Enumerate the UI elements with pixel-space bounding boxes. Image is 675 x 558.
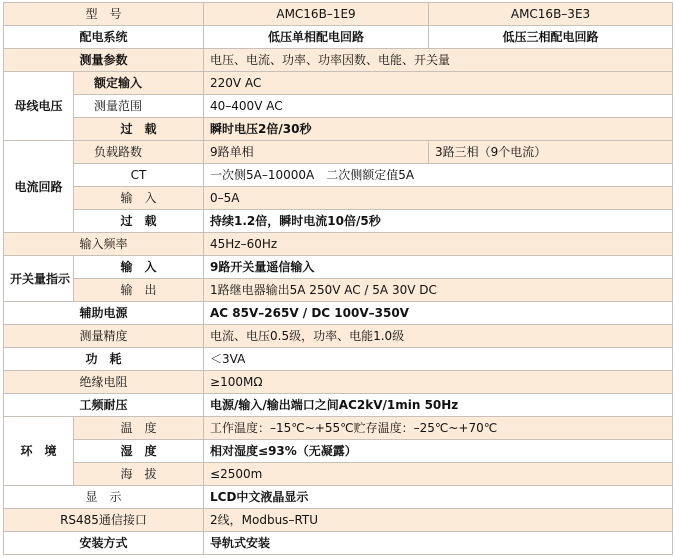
input-freq-label: 输入频率 xyxy=(4,233,204,256)
ct-value: 一次侧5A–10000A 二次侧额定值5A xyxy=(204,164,673,187)
distribution-row xyxy=(4,26,673,49)
switch-input-label: 输 入 xyxy=(74,256,204,279)
spec-table xyxy=(3,2,673,555)
env-altitude-row xyxy=(4,463,673,486)
input-freq-value: 45Hz–60Hz xyxy=(204,233,673,256)
bus-range-label: 测量范围 xyxy=(74,95,204,118)
switch-output-row xyxy=(4,279,673,302)
model-header-label: 型 号 xyxy=(4,3,204,26)
current-loop-label: 电流回路 xyxy=(4,141,74,233)
withstand-voltage-value: 电源/输入/输出端口之间AC2kV/1min 50Hz xyxy=(204,394,673,417)
aux-power-row xyxy=(4,302,673,325)
measure-params-value: 电压、电流、功率、功率因数、电能、开关量 xyxy=(204,49,673,72)
model-1: AMC16B–1E9 xyxy=(204,3,429,26)
distribution-value-1: 低压单相配电回路 xyxy=(204,26,429,49)
load-count-label: 负载路数 xyxy=(74,141,204,164)
switch-indicator-label: 开关量指示 xyxy=(4,256,74,302)
ct-row xyxy=(4,164,673,187)
power-consumption-value: ＜3VA xyxy=(204,348,673,371)
bus-overload-row xyxy=(4,118,673,141)
model-2: AMC16B–3E3 xyxy=(429,3,673,26)
accuracy-value: 电流、电压0.5级，功率、电能1.0级 xyxy=(204,325,673,348)
env-temperature-row xyxy=(4,417,673,440)
insulation-row xyxy=(4,371,673,394)
install-value: 导轨式安装 xyxy=(204,532,673,555)
current-overload-row xyxy=(4,210,673,233)
withstand-voltage-label: 工频耐压 xyxy=(4,394,204,417)
load-count-value-1: 9路单相 xyxy=(204,141,429,164)
env-temperature-label: 温 度 xyxy=(74,417,204,440)
env-humidity-label: 湿 度 xyxy=(74,440,204,463)
switch-output-value: 1路继电器输出5A 250V AC / 5A 30V DC xyxy=(204,279,673,302)
insulation-label: 绝缘电阻 xyxy=(4,371,204,394)
measure-params-row xyxy=(4,49,673,72)
display-value: LCD中文液晶显示 xyxy=(204,486,673,509)
accuracy-label: 测量精度 xyxy=(4,325,204,348)
current-input-label: 输 入 xyxy=(74,187,204,210)
bus-overload-value: 瞬时电压2倍/30秒 xyxy=(204,118,673,141)
ct-label: CT xyxy=(74,164,204,187)
insulation-value: ≥100MΩ xyxy=(204,371,673,394)
install-row xyxy=(4,532,673,555)
display-label: 显 示 xyxy=(4,486,204,509)
rs485-value: 2线，Modbus–RTU xyxy=(204,509,673,532)
power-consumption-row xyxy=(4,348,673,371)
display-row xyxy=(4,486,673,509)
header-row xyxy=(4,3,673,26)
current-overload-value: 持续1.2倍，瞬时电流10倍/5秒 xyxy=(204,210,673,233)
bus-range-value: 40–400V AC xyxy=(204,95,673,118)
current-input-value: 0–5A xyxy=(204,187,673,210)
environment-label: 环 境 xyxy=(4,417,74,486)
env-temperature-value: 工作温度：–15℃~+55℃贮存温度：–25℃~+70℃ xyxy=(204,417,673,440)
bus-range-row xyxy=(4,95,673,118)
accuracy-row xyxy=(4,325,673,348)
withstand-voltage-row xyxy=(4,394,673,417)
bus-rated-input-row xyxy=(4,72,673,95)
install-label: 安装方式 xyxy=(4,532,204,555)
rs485-row xyxy=(4,509,673,532)
bus-rated-input-value: 220V AC xyxy=(204,72,673,95)
aux-power-label: 辅助电源 xyxy=(4,302,204,325)
env-altitude-label: 海 拔 xyxy=(74,463,204,486)
env-altitude-value: ≤2500m xyxy=(204,463,673,486)
load-count-row xyxy=(4,141,673,164)
env-humidity-value: 相对湿度≤93%（无凝露） xyxy=(204,440,673,463)
measure-params-label: 测量参数 xyxy=(4,49,204,72)
switch-input-row xyxy=(4,256,673,279)
power-consumption-label: 功 耗 xyxy=(4,348,204,371)
current-overload-label: 过 载 xyxy=(74,210,204,233)
switch-output-label: 输 出 xyxy=(74,279,204,302)
input-freq-row xyxy=(4,233,673,256)
switch-input-value: 9路开关量遥信输入 xyxy=(204,256,673,279)
distribution-label: 配电系统 xyxy=(4,26,204,49)
bus-overload-label: 过 载 xyxy=(74,118,204,141)
current-input-row xyxy=(4,187,673,210)
bus-voltage-label: 母线电压 xyxy=(4,72,74,141)
distribution-value-2: 低压三相配电回路 xyxy=(429,26,673,49)
load-count-value-2: 3路三相（9个电流） xyxy=(429,141,673,164)
rs485-label: RS485通信接口 xyxy=(4,509,204,532)
aux-power-value: AC 85V–265V / DC 100V–350V xyxy=(204,302,673,325)
bus-rated-input-label: 额定输入 xyxy=(74,72,204,95)
env-humidity-row xyxy=(4,440,673,463)
